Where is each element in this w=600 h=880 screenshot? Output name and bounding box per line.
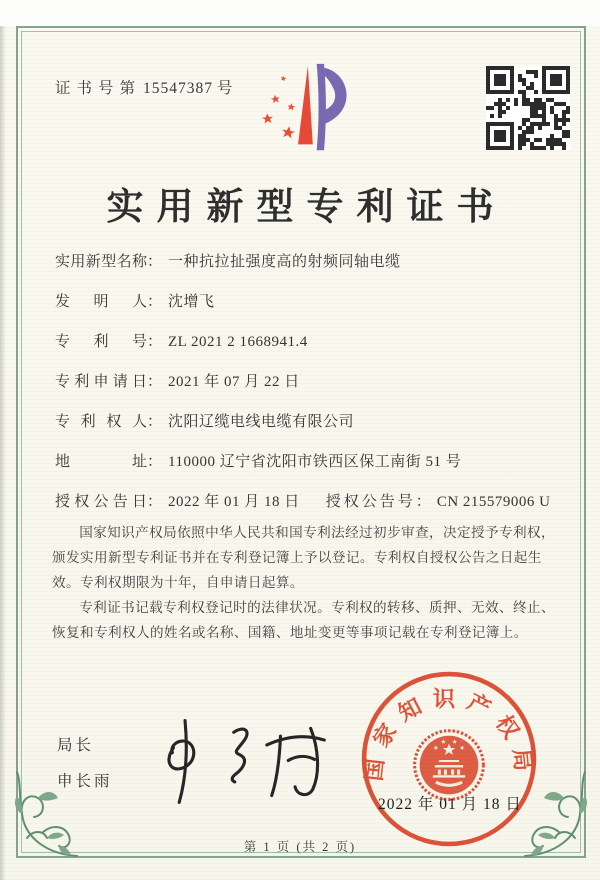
field-label: 实用新型名称: [55, 254, 147, 270]
director-signature-icon: [150, 712, 335, 810]
field-label: 授权公告日: [55, 494, 147, 510]
official-seal: [358, 668, 540, 850]
signer-role: 局长: [57, 737, 95, 754]
field-value: 沈阳辽缆电线电缆有限公司: [168, 414, 355, 430]
cnipa-logo-icon: [247, 58, 355, 166]
field-label: 专利申请日: [55, 374, 147, 390]
field-label: 专利号: [55, 334, 147, 350]
field-colon: ：: [147, 414, 163, 430]
field-label: 地址: [55, 454, 147, 470]
signer-block: [57, 733, 113, 805]
field-colon: ：: [147, 374, 163, 390]
field-value: CN 215579006 U: [436, 494, 551, 510]
national-emblem-icon: [415, 731, 484, 800]
legal-paragraph-2: 专利证书记载专利权登记时的法律状况。专利权的转移、质押、无效、终止、恢复和专利权人的姓名或名称、国籍、地址变更等事项记载在专利登记簿上。: [52, 600, 555, 640]
field-row-inventor: [55, 290, 562, 330]
signer-name: 申长雨: [57, 773, 113, 790]
field-colon: ：: [147, 254, 163, 270]
legal-text: [52, 520, 560, 645]
certificate-number-value: 15547387: [143, 80, 214, 97]
seal-organization: 国家知识产权局: [361, 686, 537, 783]
seal-date: 2022 年 01 月 18 日: [378, 796, 522, 813]
field-value: 一种抗拉扯强度高的射频同轴电缆: [168, 254, 401, 270]
field-value: 沈增飞: [168, 294, 215, 310]
field-label: 专利权人: [55, 414, 147, 430]
legal-paragraph-1: 国家知识产权局依照中华人民共和国专利法经过初步审查，决定授予专利权，颁发实用新型专利证书并在专利登记簿上予以登记。专利权自授权公告之日起生效。专利权期限为十年，自申请日起算。: [52, 525, 555, 590]
field-colon: ：: [147, 454, 163, 470]
qr-code: [486, 66, 570, 150]
field-value: 2021 年 07 月 22 日: [168, 374, 300, 390]
page-footer: 第 1 页 (共 2 页): [243, 840, 357, 854]
field-grant-number: [326, 490, 551, 511]
certificate-fields: [55, 250, 562, 530]
field-colon: ：: [147, 494, 163, 510]
field-value: 110000 辽宁省沈阳市铁西区保工南街 51 号: [168, 454, 462, 470]
field-row-filing-date: [55, 370, 562, 410]
field-row-name: [55, 250, 562, 290]
field-colon: ：: [147, 294, 163, 310]
field-colon: ：: [415, 494, 431, 510]
field-label: 发明人: [55, 294, 147, 310]
field-colon: ：: [147, 334, 163, 350]
field-label: 授权公告号: [325, 494, 416, 510]
field-row-patent-no: [55, 330, 562, 370]
field-value: ZL 2021 2 1668941.4: [168, 334, 308, 350]
certificate-number-prefix: 证书号第: [55, 80, 142, 97]
certificate-number: [55, 76, 239, 98]
certificate-title: 实用新型专利证书: [106, 187, 507, 228]
certificate-number-suffix: 号: [217, 80, 239, 97]
field-value: 2022 年 01 月 18 日: [168, 494, 300, 510]
field-row-address: [55, 450, 562, 490]
field-row-patentee: [55, 410, 562, 450]
